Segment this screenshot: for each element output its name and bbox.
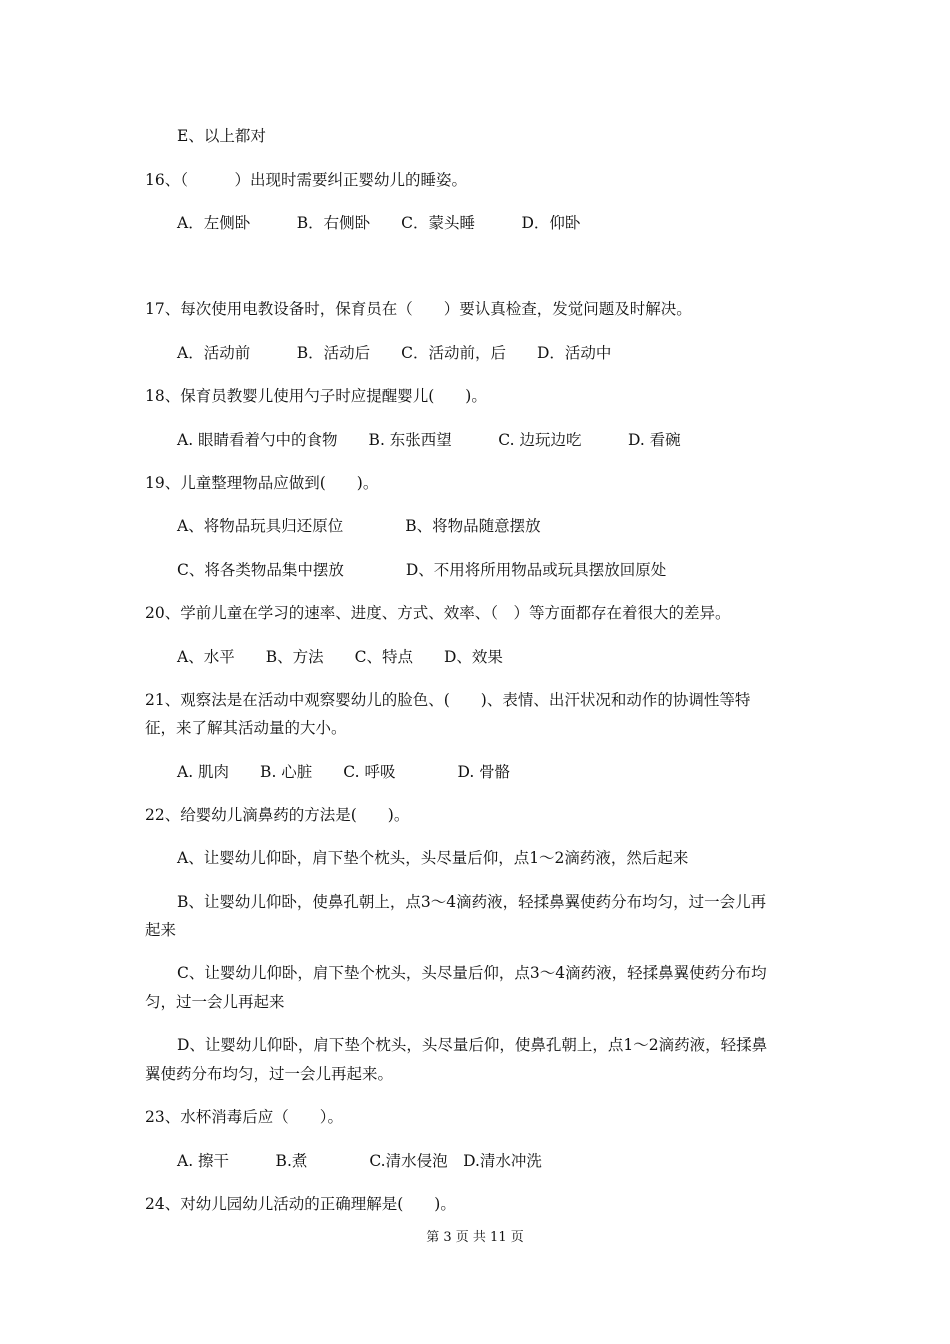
options-16: A．左侧卧 B．右侧卧 C．蒙头睡 D．仰卧 [177, 214, 581, 232]
question-23: 23、水杯消毒后应（ ）。 [145, 1108, 343, 1126]
options-19-ab: A、将物品玩具归还原位 B、将物品随意摆放 [177, 517, 541, 535]
option-22-c-line1: C、让婴幼儿仰卧，肩下垫个枕头，头尽量后仰，点3～4滴药液，轻揉鼻翼使药分布均 [177, 964, 767, 982]
options-17: A．活动前 B．活动后 C．活动前，后 D．活动中 [177, 344, 612, 362]
option-15-e: E、以上都对 [177, 127, 266, 145]
question-24: 24、对幼儿园幼儿活动的正确理解是( )。 [145, 1195, 456, 1213]
question-18: 18、保育员教婴儿使用勺子时应提醒婴儿( )。 [145, 387, 487, 405]
option-22-a: A、让婴幼儿仰卧，肩下垫个枕头，头尽量后仰，点1～2滴药液，然后起来 [177, 849, 689, 867]
option-22-b-line1: B、让婴幼儿仰卧，使鼻孔朝上，点3～4滴药液，轻揉鼻翼使药分布均匀，过一会儿再 [177, 893, 767, 911]
question-19: 19、儿童整理物品应做到( )。 [145, 474, 379, 492]
question-16: 16、（ ）出现时需要纠正婴幼儿的睡姿。 [145, 171, 467, 189]
option-22-b-line2: 起来 [145, 921, 177, 939]
options-19-cd: C、将各类物品集中摆放 D、不用将所用物品或玩具摆放回原处 [177, 561, 667, 579]
option-22-c-line2: 匀，过一会儿再起来 [145, 993, 285, 1011]
question-21-line1: 21、观察法是在活动中观察婴幼儿的脸色、( )、表情、出汗状况和动作的协调性等特 [145, 691, 751, 709]
page-footer: 第 3 页 共 11 页 [426, 1230, 524, 1245]
options-23: A. 擦干 B.煮 C.清水侵泡 D.清水冲洗 [177, 1152, 542, 1170]
question-17: 17、每次使用电教设备时，保育员在（ ）要认真检查，发觉问题及时解决。 [145, 300, 692, 318]
options-21: A. 肌肉 B. 心脏 C. 呼吸 D. 骨骼 [177, 763, 511, 781]
options-20: A、水平 B、方法 C、特点 D、效果 [177, 648, 503, 666]
option-22-d-line2: 翼使药分布均匀，过一会儿再起来。 [145, 1065, 394, 1083]
question-21-line2: 征，来了解其活动量的大小。 [145, 719, 347, 737]
question-20: 20、学前儿童在学习的速率、进度、方式、效率、（ ）等方面都存在着很大的差异。 [145, 604, 731, 622]
question-22: 22、给婴幼儿滴鼻药的方法是( )。 [145, 806, 410, 824]
options-18: A. 眼睛看着勺中的食物 B. 东张西望 C. 边玩边吃 D. 看碗 [177, 431, 681, 449]
option-22-d-line1: D、让婴幼儿仰卧，肩下垫个枕头，头尽量后仰，使鼻孔朝上，点1～2滴药液，轻揉鼻 [177, 1036, 768, 1054]
